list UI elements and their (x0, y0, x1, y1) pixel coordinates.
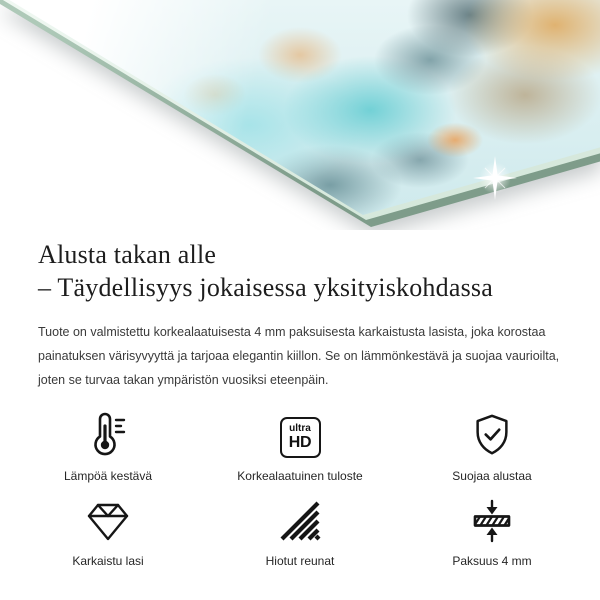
polished-edges-icon (278, 495, 322, 543)
feature-tempered-glass (12, 495, 204, 568)
thickness-icon (470, 495, 514, 543)
ultra-hd-text-top: ultra (289, 423, 311, 435)
feature-label: Suojaa alustaa (452, 469, 532, 484)
feature-label: Karkaistu lasi (72, 554, 144, 569)
title-line-2: – Täydellisyys jokaisessa yksityiskohdassa (38, 272, 493, 302)
sparkle-icon (472, 155, 518, 201)
feature-high-quality-print (204, 410, 396, 483)
ultra-hd-text-bottom: HD (288, 434, 312, 452)
feature-label: Lämpöä kestävä (63, 469, 153, 484)
feature-grid (12, 410, 588, 568)
feature-thickness (396, 495, 588, 568)
feature-label: Paksuus 4 mm (452, 554, 532, 569)
description-section (0, 239, 600, 392)
description-text: Tuote on valmistettu korkealaatuisesta 4 mm paksuisesta karkaistusta lasista, joka korostaa painatuksen värisyvyyttä ja tarjoaa elegantin kiillon. Se on lämmönkestävä ja suojaa vaurioilta, joten se turvaa takan ympäristön vuosiksi eteenpäin. (38, 325, 560, 387)
thermometer-icon (88, 410, 128, 458)
glass-panel (0, 0, 600, 230)
title-line-1: Alusta takan alle (38, 240, 217, 269)
product-image (0, 0, 600, 230)
feature-label: Korkealaatuinen tuloste (237, 469, 363, 484)
shield-check-icon (470, 410, 514, 458)
diamond-icon (84, 495, 132, 543)
feature-heat-resistant (12, 410, 204, 483)
feature-label: Hiotut reunat (265, 554, 335, 569)
ultra-hd-icon (280, 410, 321, 458)
page-title (38, 239, 562, 304)
feature-polished-edges (204, 495, 396, 568)
feature-protects-surface (396, 410, 588, 483)
